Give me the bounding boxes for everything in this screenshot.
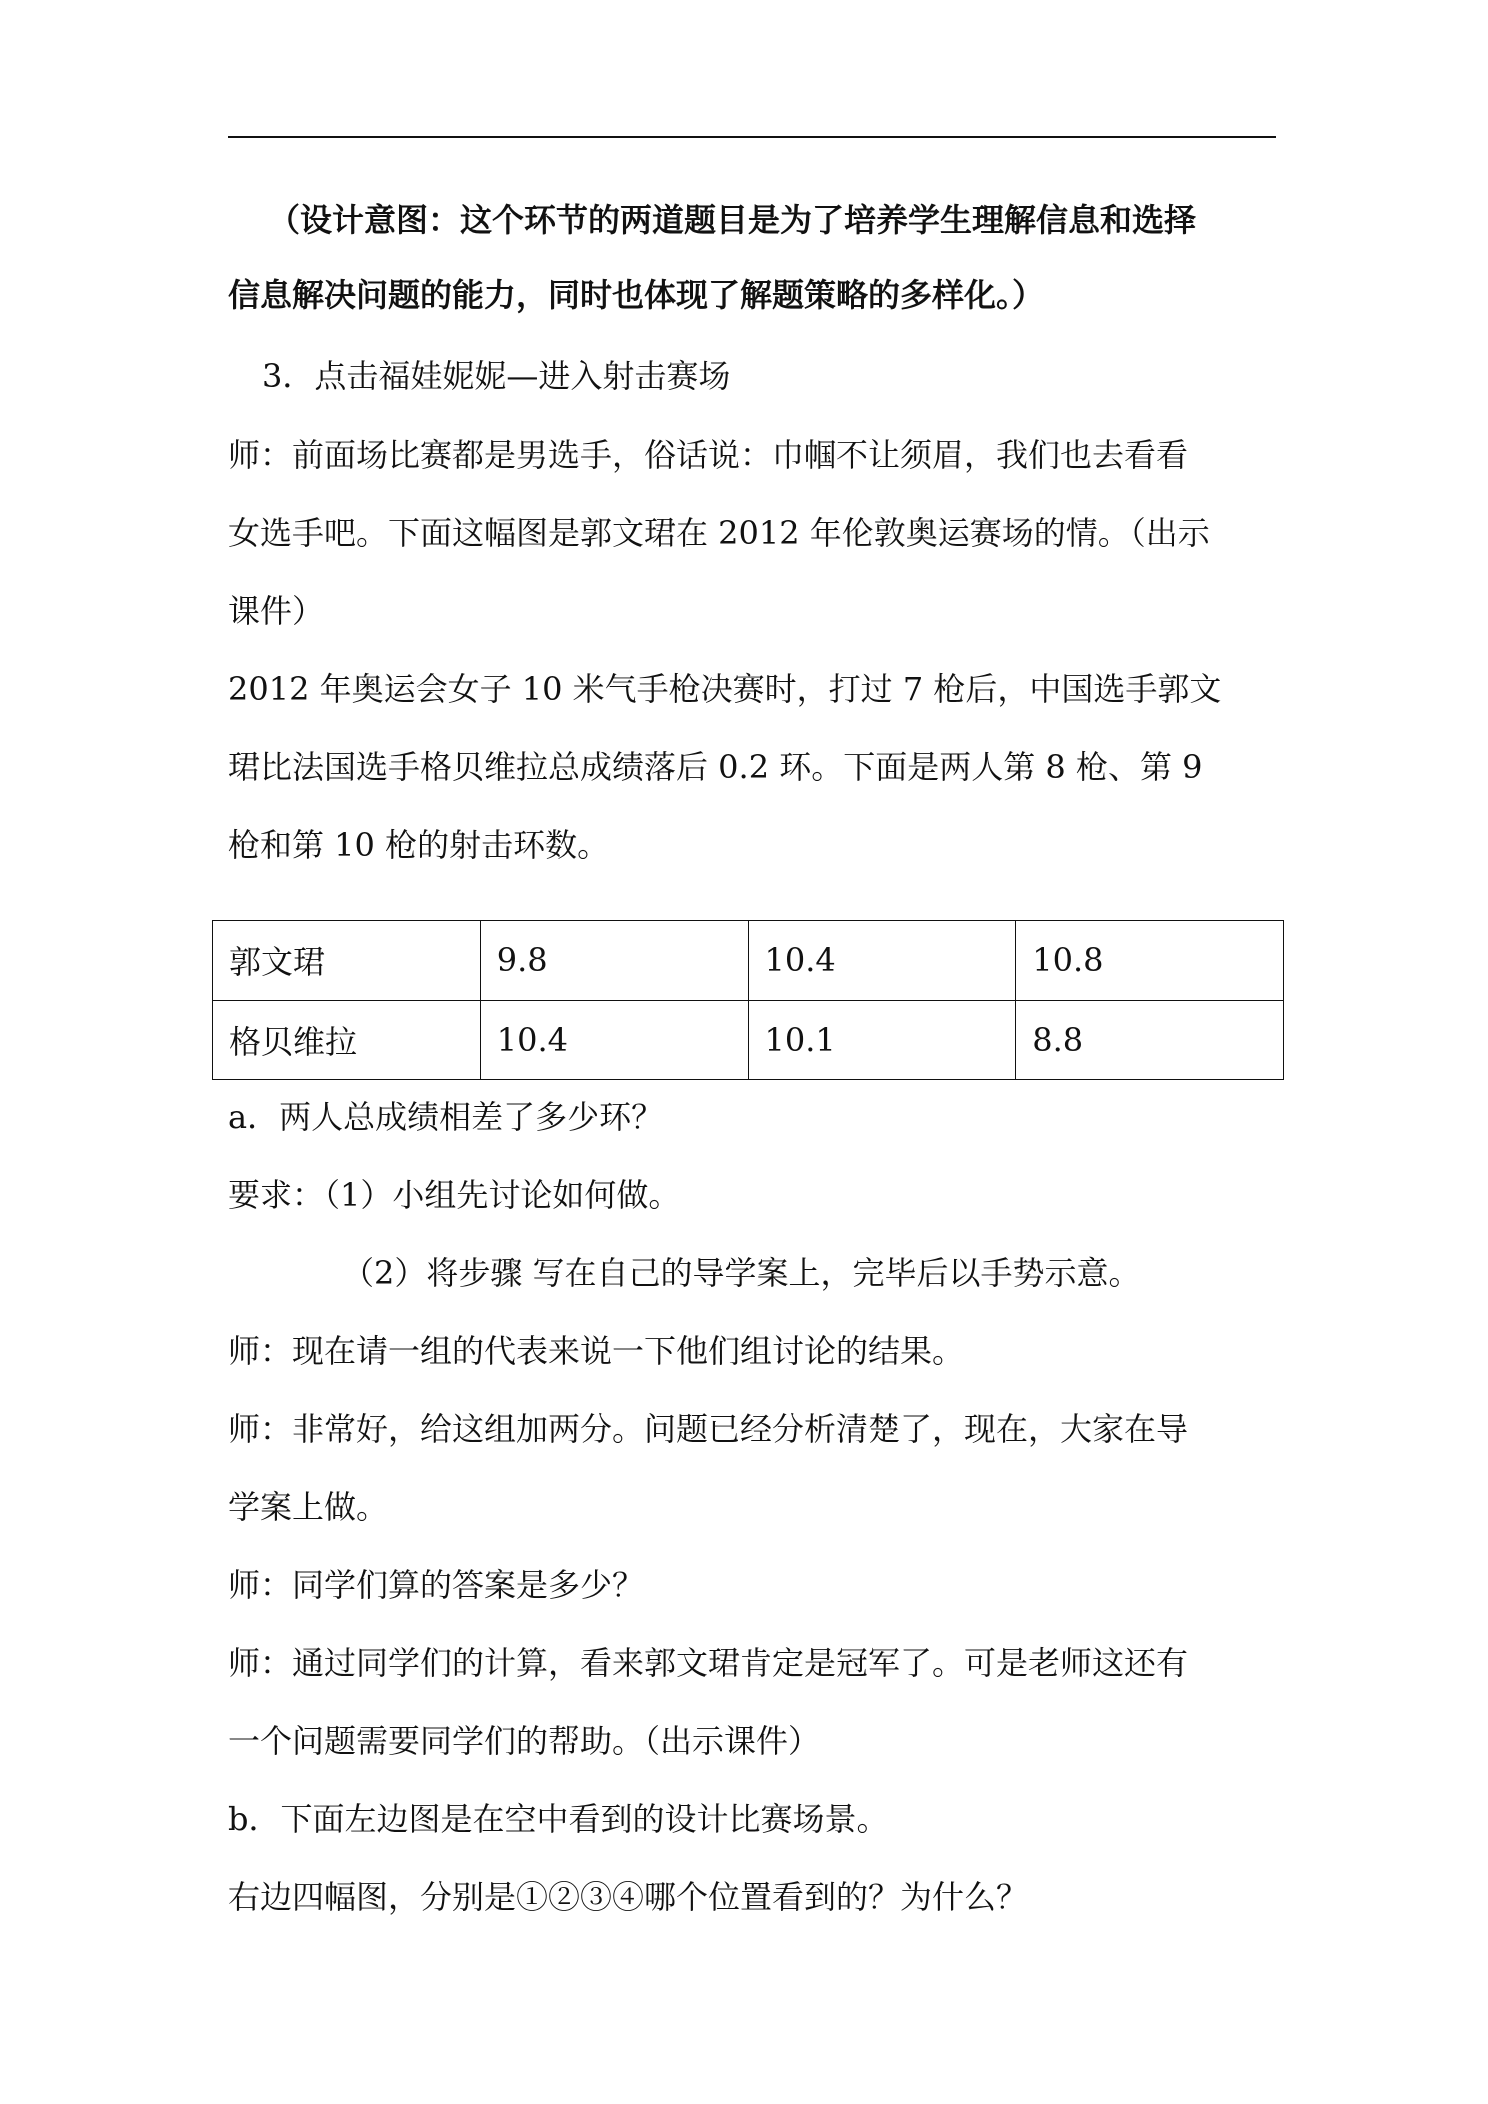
paragraph-line: 女选手吧。下面这幅图是郭文珺在 2012 年伦敦奥运赛场的情。（出示 (228, 514, 1210, 552)
question-a: a．两人总成绩相差了多少环？ (228, 1098, 664, 1136)
requirement-1: 要求：（1）小组先讨论如何做。 (228, 1176, 681, 1214)
table-cell-name: 格贝维拉 (213, 1000, 481, 1080)
table-cell: 8.8 (1016, 1000, 1284, 1080)
requirement-2: （2）将步骤 写在自己的导学案上，完毕后以手势示意。 (342, 1254, 1141, 1292)
paragraph-line: 2012 年奥运会女子 10 米气手枪决赛时，打过 7 枪后，中国选手郭文 (228, 670, 1222, 708)
table-cell: 10.8 (1016, 921, 1284, 1001)
table-cell: 10.4 (748, 921, 1016, 1001)
paragraph-line: 师：通过同学们的计算，看来郭文珺肯定是冠军了。可是老师这还有 (228, 1644, 1189, 1682)
section-heading: 3．点击福娃妮妮—进入射击赛场 (262, 357, 731, 395)
table-row (213, 1000, 1284, 1080)
design-intent-line-2: 信息解决问题的能力，同时也体现了解题策略的多样化。） (228, 276, 1045, 314)
table-cell-name: 郭文珺 (213, 921, 481, 1001)
paragraph-line: 右边四幅图，分别是①②③④哪个位置看到的？为什么？ (228, 1878, 1029, 1916)
paragraph-line: 课件） (228, 592, 325, 630)
paragraph-line: 学案上做。 (228, 1488, 389, 1526)
header-rule (228, 136, 1276, 138)
paragraph-line: 师：同学们算的答案是多少？ (228, 1566, 645, 1604)
paragraph-line: 一个问题需要同学们的帮助。（出示课件） (228, 1722, 821, 1760)
table-row (213, 921, 1284, 1001)
paragraph-line: 师：现在请一组的代表来说一下他们组讨论的结果。 (228, 1332, 965, 1370)
score-table (212, 920, 1284, 1080)
paragraph-line: 师：前面场比赛都是男选手，俗话说：巾帼不让须眉，我们也去看看 (228, 436, 1189, 474)
design-intent-line-1: （设计意图：这个环节的两道题目是为了培养学生理解信息和选择 (268, 201, 1197, 239)
paragraph-line: 师：非常好，给这组加两分。问题已经分析清楚了，现在，大家在导 (228, 1410, 1189, 1448)
table-cell: 10.1 (748, 1000, 1016, 1080)
paragraph-line: 珺比法国选手格贝维拉总成绩落后 0.2 环。下面是两人第 8 枪、第 9 (228, 748, 1203, 786)
question-b: b．下面左边图是在空中看到的设计比赛场景。 (228, 1800, 889, 1838)
table-cell: 9.8 (480, 921, 748, 1001)
paragraph-line: 枪和第 10 枪的射击环数。 (228, 826, 610, 864)
table-cell: 10.4 (480, 1000, 748, 1080)
